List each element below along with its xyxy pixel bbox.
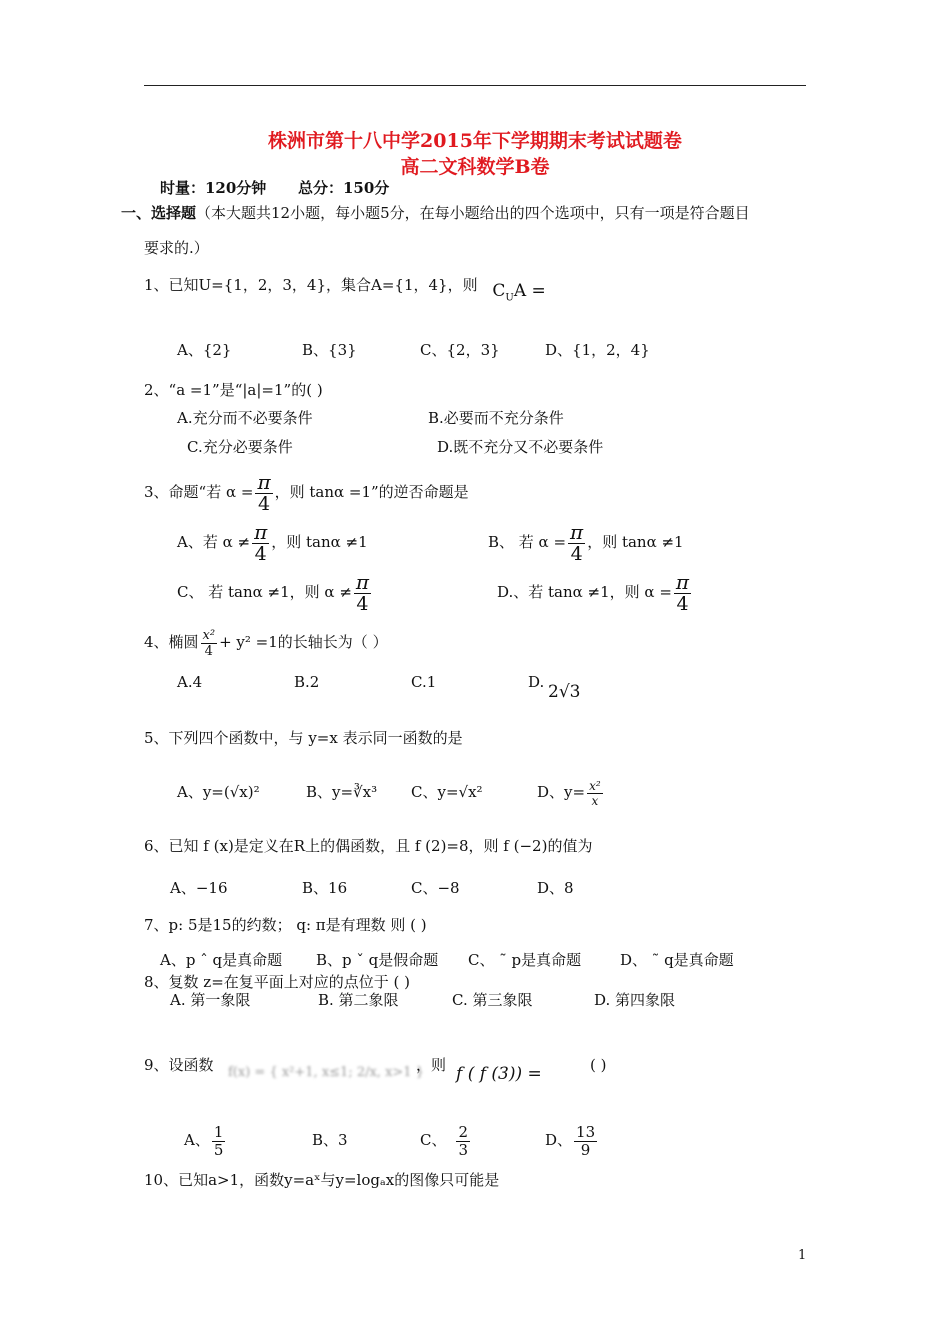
q9-paren: ( ) [590, 1056, 607, 1074]
q9-option-a-den: 5 [213, 1140, 224, 1159]
q3-stem-pre: 3、命题“若 α = [144, 483, 254, 501]
q8-option-d[interactable]: D. 第四象限 [594, 991, 676, 1009]
q3-option-d-frac-num: π [675, 570, 690, 594]
q9-option-c-frac [456, 1122, 470, 1159]
q3-option-d-frac [674, 572, 691, 614]
q4-option-a[interactable]: A.4 [177, 673, 203, 691]
q6-stem: 6、已知 f (x)是定义在R上的偶函数，且 f (2)=8，则 f (−2)的值为 [144, 837, 593, 855]
q6-option-d[interactable]: D、8 [537, 879, 574, 897]
q3-option-b-frac [568, 522, 585, 564]
q8-option-b[interactable]: B. 第二象限 [318, 991, 399, 1009]
q1-option-d[interactable]: D、{1，2，4} [545, 341, 650, 359]
q3-option-c[interactable] [177, 572, 373, 614]
q1-stem-text: 1、已知U={1，2，3，4}，集合A={1，4}，则 [144, 276, 478, 294]
q9-piecewise-function: f(x) = { x²+1, x≤1; 2/x, x>1 } [228, 1065, 424, 1080]
q3-option-c-frac [354, 572, 371, 614]
time-label: 时量：120分钟 [160, 179, 267, 197]
q2-stem: 2、“a =1”是“|a|=1”的( ) [144, 381, 323, 399]
q9-option-d[interactable] [545, 1120, 599, 1160]
q1-expr-rest: A = [513, 281, 546, 301]
q3-option-b-frac-num: π [570, 520, 584, 544]
q3-option-c-frac-den: 4 [356, 593, 369, 615]
q3-option-d-pre: D.、若 tanα ≠1，则 α = [497, 583, 672, 601]
exam-subtitle: 高二文科数学B卷 [400, 156, 550, 178]
q5-option-c[interactable]: C、y=√x² [411, 783, 483, 801]
q1-option-c[interactable]: C、{2，3} [420, 341, 500, 359]
q4-frac-num: x² [202, 627, 216, 643]
q4-stem-mid: + y² =1的长轴长为（ ） [219, 633, 388, 651]
q4-frac-den: 4 [204, 643, 213, 659]
q9-option-c[interactable] [420, 1120, 472, 1160]
q1-expr-c: C [492, 281, 506, 301]
q5-option-d[interactable] [537, 772, 605, 812]
q10-stem: 10、已知a>1，函数y=aˣ与y=logₐx的图像只可能是 [144, 1171, 500, 1189]
q9-expr: f ( f (3)) = [456, 1064, 542, 1084]
q8-option-c[interactable]: C. 第三象限 [452, 991, 533, 1009]
q5-option-d-label: D、y= [537, 783, 586, 801]
q2-option-c[interactable]: C.充分必要条件 [187, 438, 293, 456]
q3-option-b-frac-den: 4 [570, 543, 583, 565]
q3-option-a-post: ，则 tanα ≠1 [271, 533, 368, 551]
q3-option-a-pre: A、若 α ≠ [177, 533, 251, 551]
score-label: 总分：150分 [298, 179, 390, 197]
q7-stem: 7、p: 5是15的约数； q: π是有理数 则 ( ) [144, 916, 427, 934]
section-instructions-cont: 要求的.） [144, 239, 209, 257]
q3-stem-post: ，则 tanα =1”的逆否命题是 [274, 483, 469, 501]
q2-option-d[interactable]: D.既不充分又不必要条件 [437, 438, 604, 456]
q9-option-a[interactable] [184, 1120, 227, 1160]
q3-option-b[interactable] [488, 522, 684, 564]
q5-option-d-num: x² [589, 778, 601, 793]
q5-option-b[interactable]: B、y=∛x³ [306, 783, 378, 801]
header-rule [144, 85, 806, 86]
q4-stem [144, 624, 388, 660]
q3-option-d[interactable] [497, 572, 693, 614]
section-instructions: （本大题共12小题，每小题5分，在每小题给出的四个选项中，只有一项是符合题目 [196, 204, 750, 222]
q3-option-a[interactable] [177, 522, 368, 564]
q3-option-a-frac-num: π [254, 520, 268, 544]
q1-expr [492, 281, 546, 304]
q9-stem: 9、设函数 [144, 1056, 214, 1074]
q9-option-a-label: A、 [184, 1131, 210, 1149]
q7-option-c[interactable]: C、 ˜ p是真命题 [468, 951, 582, 969]
q9-option-d-frac [574, 1122, 597, 1159]
q9-option-c-num: 2 [458, 1122, 469, 1141]
q3-option-a-frac-den: 4 [254, 543, 267, 565]
q9-option-d-label: D、 [545, 1131, 573, 1149]
q1-option-b[interactable]: B、{3} [302, 341, 357, 359]
q3-stem-frac-den: 4 [257, 493, 271, 515]
q5-option-d-den: x [591, 793, 599, 808]
q4-option-b[interactable]: B.2 [294, 673, 320, 691]
q3-option-d-frac-den: 4 [676, 593, 689, 615]
q7-option-d[interactable]: D、 ˜ q是真命题 [620, 951, 734, 969]
q7-option-a[interactable]: A、p ˆ q是真命题 [160, 951, 283, 969]
q9-option-d-num: 13 [576, 1122, 596, 1141]
exam-title: 株洲市第十八中学2015年下学期期末考试试题卷 [268, 130, 682, 152]
q9-option-d-den: 9 [580, 1140, 591, 1159]
q4-option-d[interactable]: D. [528, 673, 545, 691]
q4-option-d-value: 2√3 [548, 682, 581, 702]
q5-option-d-frac [587, 780, 603, 807]
q3-option-c-frac-num: π [355, 570, 370, 594]
section-heading-line [121, 203, 750, 223]
q3-stem-frac [255, 472, 272, 514]
section-heading: 一、选择题 [121, 204, 197, 222]
q4-option-c[interactable]: C.1 [411, 673, 437, 691]
q1-option-a[interactable]: A、{2} [177, 341, 232, 359]
q5-option-a[interactable]: A、y=(√x)² [177, 783, 260, 801]
q6-option-a[interactable]: A、−16 [170, 879, 228, 897]
q3-stem [144, 472, 469, 514]
q3-option-a-frac [252, 522, 269, 564]
q9-option-b[interactable]: B、3 [312, 1131, 348, 1149]
q8-option-a[interactable]: A. 第一象限 [170, 991, 251, 1009]
q2-option-b[interactable]: B.必要而不充分条件 [428, 409, 564, 427]
q6-option-b[interactable]: B、16 [302, 879, 348, 897]
q3-option-b-pre: B、 若 α = [488, 533, 567, 551]
page-number: 1 [798, 1248, 807, 1263]
q6-option-c[interactable]: C、−8 [411, 879, 460, 897]
q3-stem-frac-num: π [257, 470, 271, 494]
q2-option-a[interactable]: A.充分而不必要条件 [177, 409, 313, 427]
q1-stem [144, 275, 546, 302]
q1-expr-u: U [505, 292, 514, 304]
q8-stem: 8、复数 z=在复平面上对应的点位于 ( ) [144, 973, 411, 991]
q7-option-b[interactable]: B、p ˇ q是假命题 [316, 951, 439, 969]
q9-option-c-label: C、 [420, 1131, 447, 1149]
q3-option-c-pre: C、 若 tanα ≠1，则 α ≠ [177, 583, 352, 601]
q9-stem-mid: ，则 [416, 1056, 447, 1074]
q9-option-c-den: 3 [458, 1140, 469, 1159]
q9-option-a-num: 1 [213, 1122, 224, 1141]
q4-frac [201, 629, 218, 658]
q9-option-a-frac [212, 1122, 226, 1159]
q5-stem: 5、下列四个函数中，与 y=x 表示同一函数的是 [144, 729, 463, 747]
q3-option-b-post: ，则 tanα ≠1 [587, 533, 684, 551]
q4-stem-pre: 4、椭圆 [144, 633, 199, 651]
